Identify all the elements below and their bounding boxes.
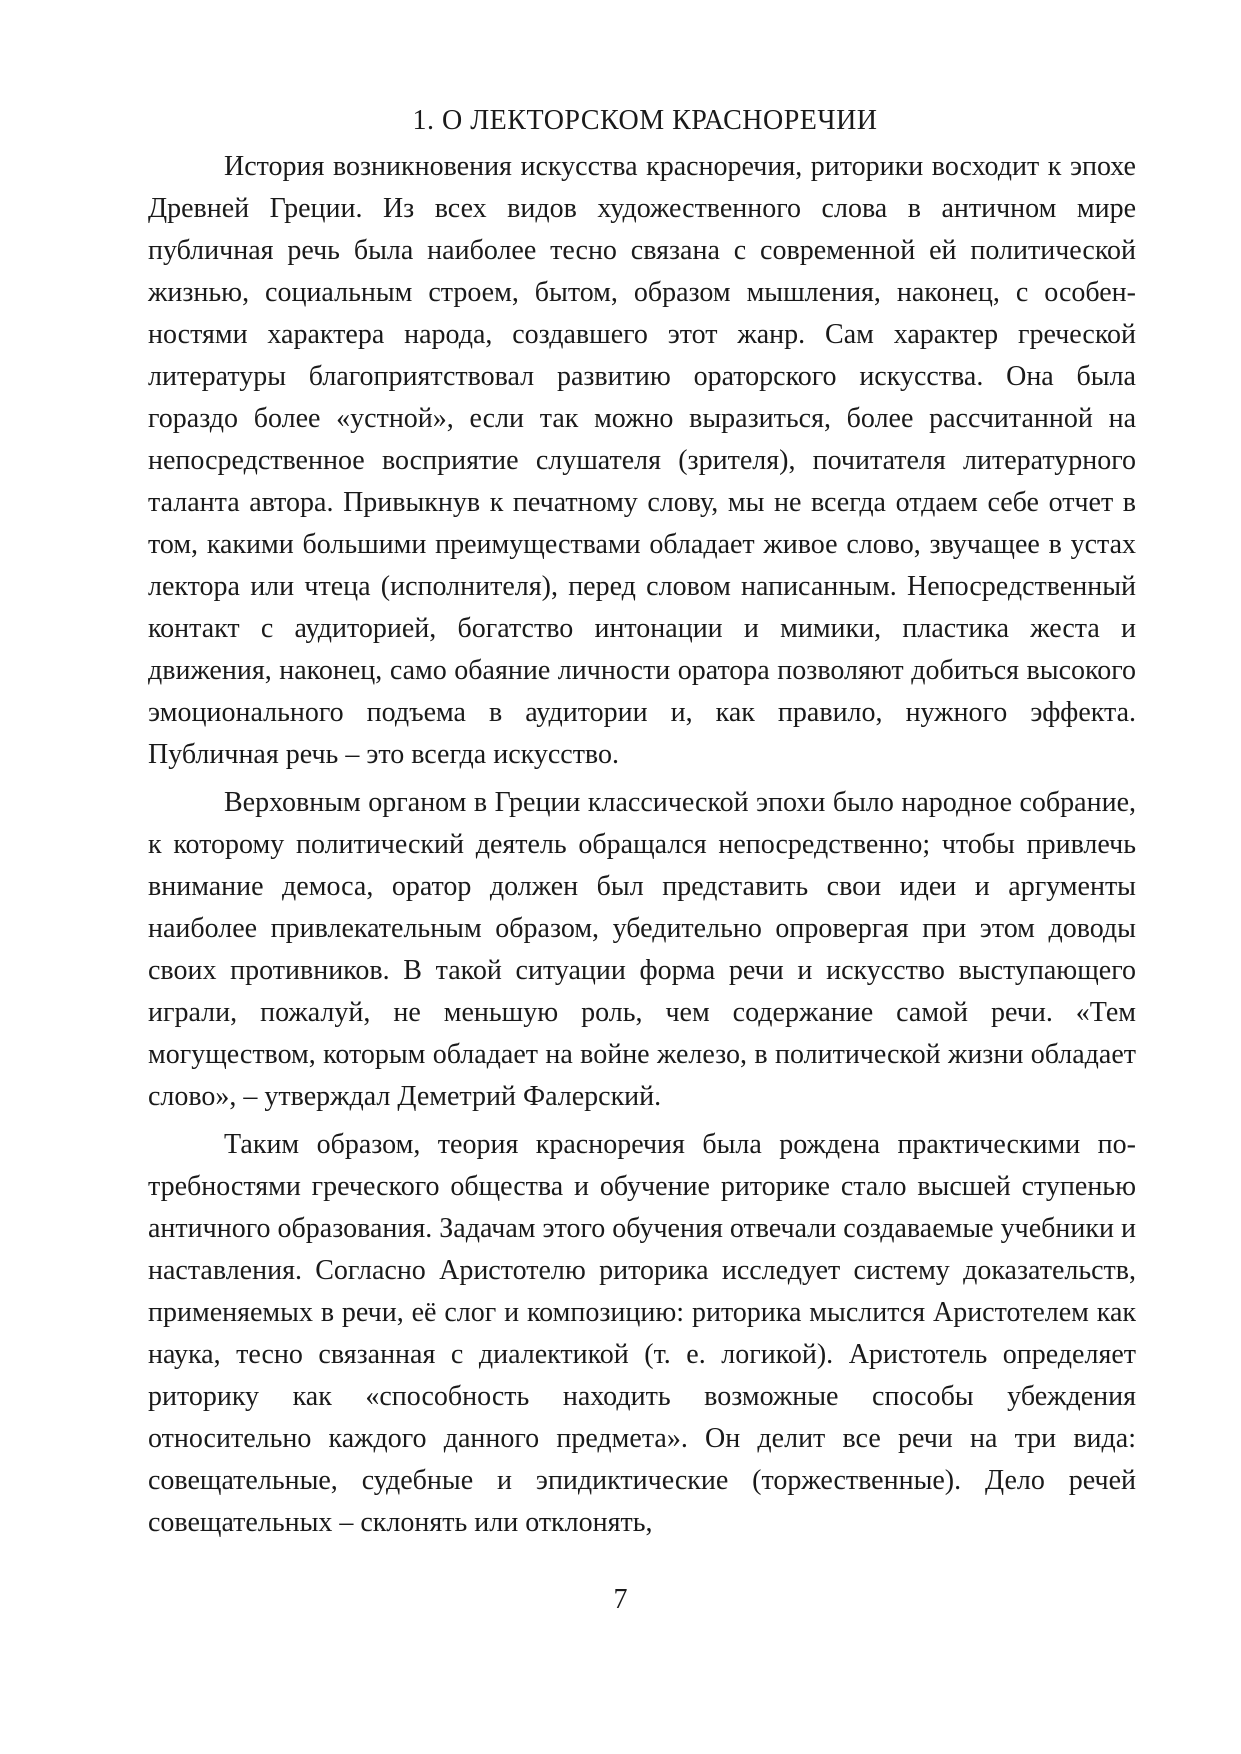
section-title: 1. О ЛЕКТОРСКОМ КРАСНОРЕЧИИ — [412, 105, 878, 136]
page-number: 7 — [613, 1584, 628, 1615]
paragraph-1: История возникновения искусства красноречия, риторики восходит к эпохе Древней Греции. Из всех видов художественного слова в античном мире публичная речь была наиболее тесно связана с современной ей политической жизнью, социальным строем, бытом, образом мышления, наконец, с особенностями характера народа, создавшего этот жанр. Сам характер греческой литературы благоприятствовал развитию ораторского искусства. Она была гораздо более «устной», если так можно выразиться, более рассчитанной на непосредственное восприятие слушателя (зрителя), почитателя литературного таланта автора. Привыкнув к печатному слову, мы не всегда отдаем себе отчет в том, какими большими преимуществами обладает живое слово, звучащее в устах лектора или чтеца (исполнителя), перед словом написанным. Непосредственный контакт с аудиторией, богатство интонации и мимики, пластика жеста и движения, наконец, само обаяние личности оратора позволяют добиться высокого эмоционального подъема в аудитории и, как правило, нужного эффекта. Публичная речь – это всегда искусство. — [148, 151, 1136, 770]
paragraph-2: Верховным органом в Греции классической эпохи было народное собрание, к которому политический деятель обращался непосредственно; чтобы привлечь внимание демоса, оратор должен был представить свои идеи и аргументы наиболее привлекательным образом, убедительно опровергая при этом доводы своих противников. В такой ситуации форма речи и искусство выступающего играли, пожалуй, не меньшую роль, чем содержание самой речи. «Тем могуществом, которым обладает на войне железо, в политической жизни обладает слово», – утверждал Деметрий Фалерский. — [148, 787, 1136, 1112]
paragraph-3: Таким образом, теория красноречия была рождена практическими потребностями греческого общества и обучение риторике стало высшей ступенью античного образования. Задачам этого обучения отвечали создаваемые учебники и наставления. Согласно Аристотелю риторика исследует систему доказательств, применяемых в речи, её слог и композицию: риторика мыслится Аристотелем как наука, тесно связанная с диалектикой (т. е. логикой). Аристотель определяет риторику как «способность находить возможные способы убеждения относительно каждого данного предмета». Он делит все речи на три вида: совещательные, судебные и эпидиктические (торжественные). Дело речей совещательных – склонять или отклонять, — [148, 1129, 1136, 1538]
page-content — [148, 100, 1136, 1550]
